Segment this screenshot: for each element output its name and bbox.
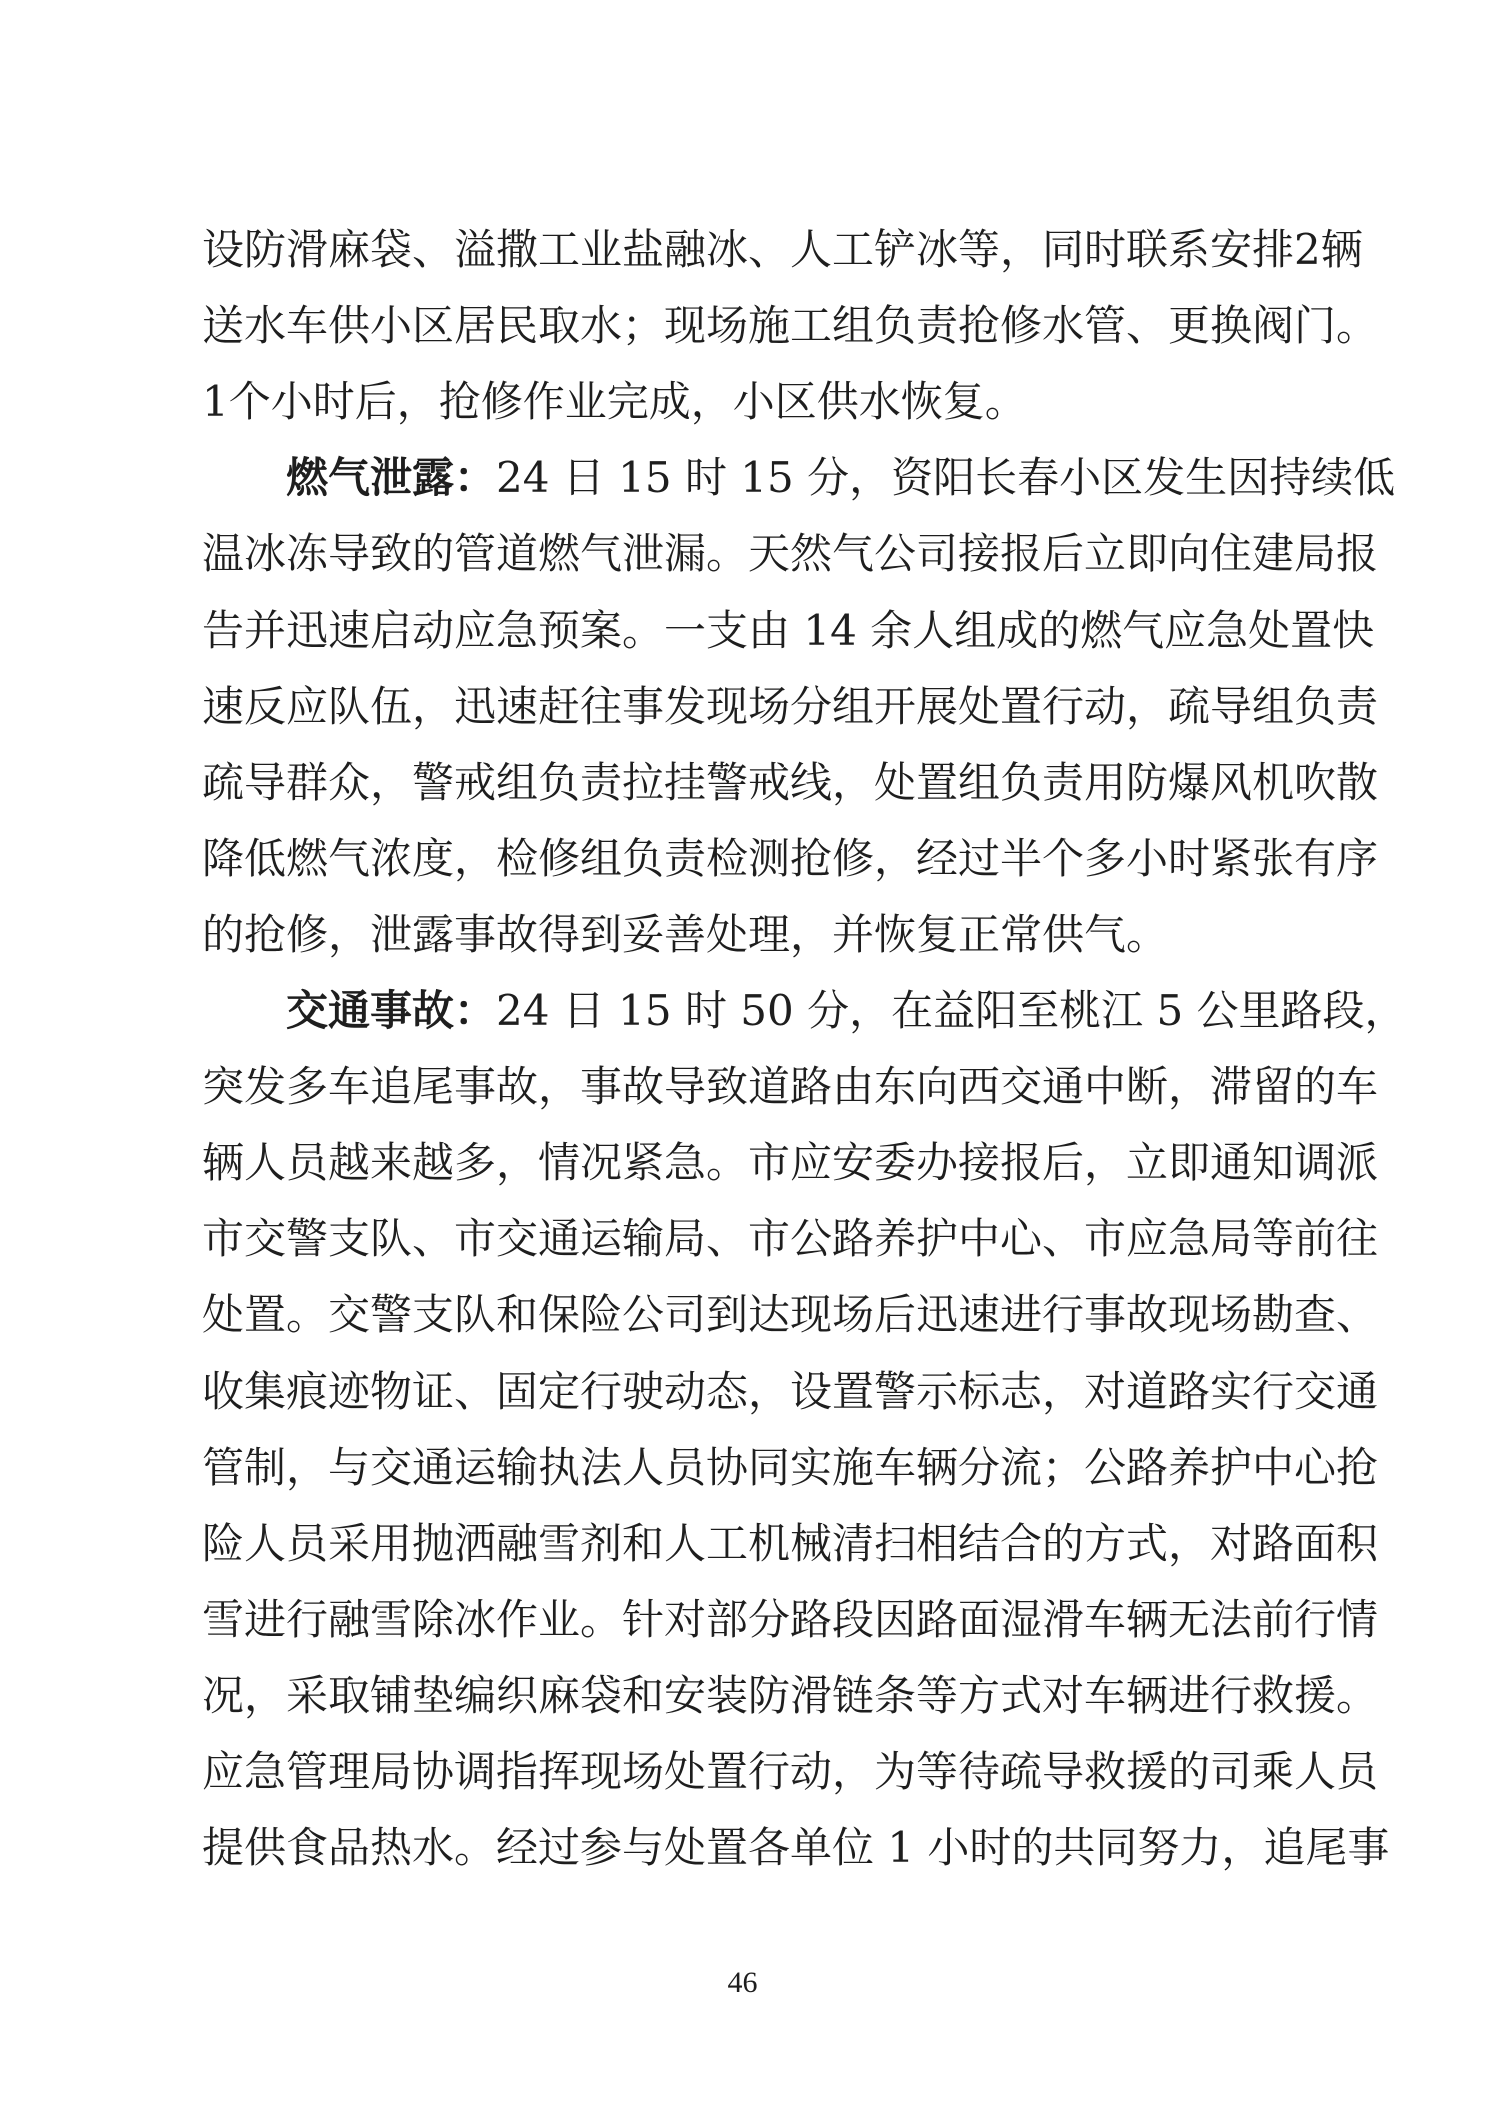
line-text: 雪进行融雪除冰作业。针对部分路段因路面湿滑车辆无法前行情 (202, 1594, 1379, 1644)
paragraph-line (202, 601, 1375, 661)
line-text: 设防滑麻袋、溢撒工业盐融冰、人工铲冰等，同时联系安排2辆 (202, 225, 1363, 274)
paragraph-line (202, 1742, 1379, 1802)
line-text: 温冰冻导致的管道燃气泄漏。天然气公司接报后立即向住建局报 (202, 529, 1379, 579)
section-heading: 燃气泄露： (286, 453, 497, 503)
paragraph-line (202, 677, 1379, 737)
paragraph-line (202, 829, 1379, 889)
line-text: 管制，与交通运输执法人员协同实施车辆分流；公路养护中心抢 (202, 1442, 1379, 1492)
line-text: 降低燃气浓度，检修组负责检测抢修，经过半个多小时紧张有序 (202, 833, 1379, 883)
paragraph-line (202, 1818, 1390, 1878)
paragraph-line (202, 1057, 1379, 1117)
line-text: 辆人员越来越多，情况紧急。市应安委办接报后，立即通知调派 (202, 1138, 1379, 1188)
line-text: 突发多车追尾事故，事故导致道路由东向西交通中断，滞留的车 (202, 1062, 1379, 1112)
page-number: 46 (727, 1966, 758, 1999)
line-text: 送水车供小区居民取水；现场施工组负责抢修水管、更换阀门。 (202, 301, 1379, 351)
line-text: 市交警支队、市交通运输局、市公路养护中心、市应急局等前往 (202, 1214, 1379, 1264)
line-text: 处置。交警支队和保险公司到达现场后迅速进行事故现场勘查、 (202, 1290, 1379, 1340)
line-text: 险人员采用抛洒融雪剂和人工机械清扫相结合的方式，对路面积 (202, 1518, 1379, 1568)
paragraph-line (202, 1133, 1379, 1193)
line-text: 收集痕迹物证、固定行驶动态，设置警示标志，对道路实行交通 (202, 1366, 1379, 1416)
paragraph-line (202, 1514, 1379, 1574)
paragraph-line (202, 296, 1379, 356)
section-heading: 交通事故： (286, 986, 497, 1035)
line-text: 1个小时后，抢修作业完成，小区供水恢复。 (202, 377, 1027, 427)
paragraph-line (202, 1285, 1379, 1345)
paragraph-line (202, 905, 1299, 965)
line-text: 24 日 15 时 15 分，资阳长春小区发生因持续低 (496, 453, 1396, 503)
paragraph-line (202, 981, 1407, 1041)
line-text: 况，采取铺垫编织麻袋和安装防滑链条等方式对车辆进行救援。 (202, 1670, 1379, 1720)
line-text: 应急管理局协调指挥现场处置行动，为等待疏导救援的司乘人员 (202, 1747, 1379, 1796)
paragraph-line (202, 1362, 1379, 1422)
paragraph-line (202, 524, 1379, 584)
line-text: 24 日 15 时 50 分，在益阳至桃江 5 公里路段， (496, 986, 1407, 1035)
line-text: 告并迅速启动应急预案。一支由 14 余人组成的燃气应急处置快 (202, 605, 1375, 655)
paragraph-line (202, 1666, 1379, 1726)
line-text: 提供食品热水。经过参与处置各单位 1 小时的共同努力，追尾事 (202, 1823, 1390, 1873)
paragraph-line (202, 220, 1363, 280)
line-text: 疏导群众，警戒组负责拉挂警戒线，处置组负责用防爆风机吹散 (202, 757, 1379, 807)
paragraph-line (202, 1209, 1379, 1269)
paragraph-line (202, 1590, 1379, 1650)
line-text: 速反应队伍，迅速赶往事发现场分组开展处置行动，疏导组负责 (202, 681, 1379, 731)
paragraph-line (202, 753, 1379, 813)
line-text: 的抢修，泄露事故得到妥善处理，并恢复正常供气。 (202, 909, 1169, 959)
paragraph-line (202, 372, 1299, 432)
paragraph-line (202, 1438, 1379, 1498)
paragraph-line (202, 448, 1396, 508)
